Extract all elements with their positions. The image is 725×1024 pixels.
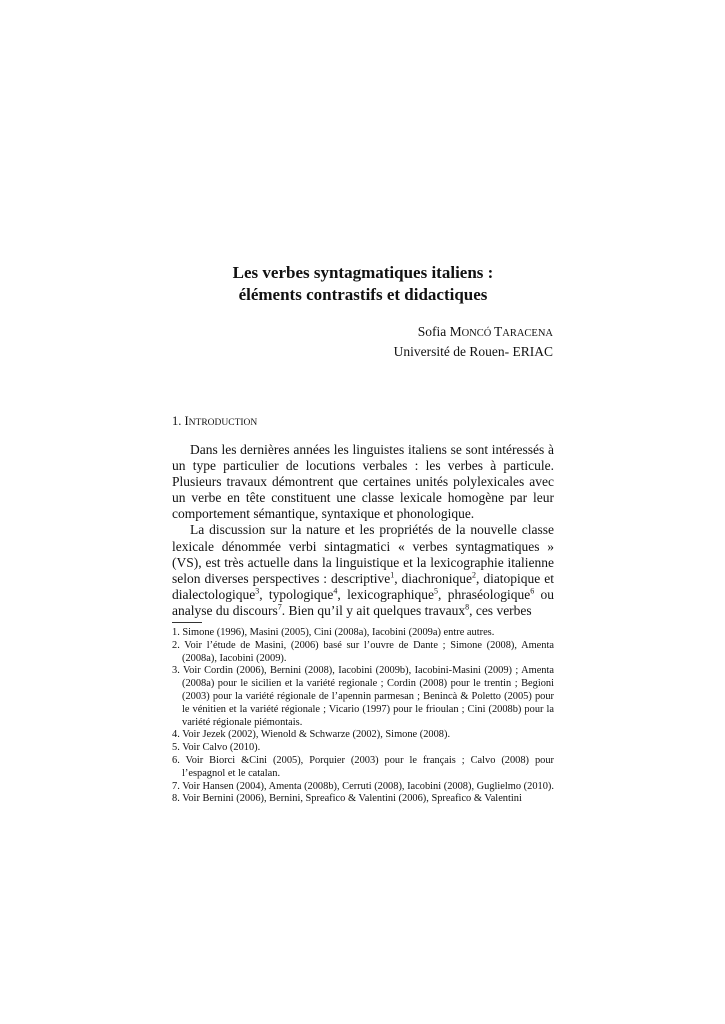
footnotes	[172, 627, 554, 806]
footnote-3: 3. Voir Cordin (2006), Bernini (2008), Iacobini (2009b), Iacobini-Masini (2009) ; Amenta (2008a) pour le sicilien et la variété regionale ; Cordin (2008) pour le trentin ; Begioni (2003) pour la variété régionale de l’apennin parmesan ; Benincà & Poletto (2005) pour le vénitien et la variété régionale ; Vicario (1997) pour le frioulan ; Cini (2008b) pour la variété régionale piémontais.	[172, 665, 554, 728]
footnote-ref: 2	[472, 570, 476, 580]
footnote-8: 8. Voir Bernini (2006), Bernini, Spreafico & Valentini (2006), Spreafico & Valentini	[172, 793, 522, 805]
footnote-ref: 3	[255, 586, 260, 596]
footnote-6: 6. Voir Biorci &Cini (2005), Porquier (2003) pour le français ; Calvo (2008) pour l’espagnol et le catalan.	[172, 754, 554, 779]
footnote-4: 4. Voir Jezek (2002), Wienold & Schwarze (2002), Simone (2008).	[172, 729, 451, 741]
footnote-ref: 1	[390, 570, 395, 580]
author-block	[394, 323, 553, 361]
author-name: Sofia MONCÓ TARACENA	[417, 324, 553, 339]
footnote-separator	[172, 622, 202, 623]
title-line-2: éléments contrastifs et didactiques	[238, 285, 488, 304]
footnote-2: 2. Voir l’étude de Masini, (2006) basé sur l’ouvre de Dante ; Simone (2008), Amenta (2008a), Iacobini (2009).	[172, 639, 554, 664]
section-heading: 1. INTRODUCTION	[172, 414, 258, 428]
title-line-1: Les verbes syntagmatiques italiens :	[232, 263, 494, 282]
paragraph-2: La discussion sur la nature et les propriétés de la nouvelle classe lexicale dénommée verbi sintagmatici « verbes syntagmatiques » (VS), est très actuelle dans la linguistique et la lexicographie italienne selon diverses perspectives : descriptive$^1$, diachronique$^2$, diatopique et dialectologique$^3$, typologique$^4$, lexicographique$^5$, phraséologique$^6$ ou analyse du discours$^7$. Bien qu’il y ait quelques travaux$^8$, ces verbes	[172, 522, 554, 618]
body-text	[172, 442, 554, 619]
footnote-ref: 8	[465, 602, 470, 612]
footnote-ref: 7	[277, 602, 282, 612]
author-affiliation: Université de Rouen- ERIAC	[393, 344, 553, 359]
footnote-7: 7. Voir Hansen (2004), Amenta (2008b), Cerruti (2008), Iacobini (2008), Guglielmo (2010).	[172, 780, 554, 792]
footnote-5: 5. Voir Calvo (2010).	[172, 742, 261, 754]
footnote-1: 1. Simone (1996), Masini (2005), Cini (2008a), Iacobini (2009a) entre autres.	[172, 627, 495, 638]
paragraph-1: Dans les dernières années les linguistes italiens se sont intéressés à un type particulier de locutions verbales : les verbes à particule. Plusieurs travaux démontrent que certaines unités polylexicales avec un verbe en tête constituent une classe lexicale homogène par leur comportement sémantique, syntaxique et phonologique.	[172, 442, 554, 522]
paper-title	[172, 262, 554, 306]
footnote-ref: 5	[434, 586, 439, 596]
footnote-ref: 6	[530, 586, 535, 596]
footnote-ref: 4	[333, 586, 338, 596]
